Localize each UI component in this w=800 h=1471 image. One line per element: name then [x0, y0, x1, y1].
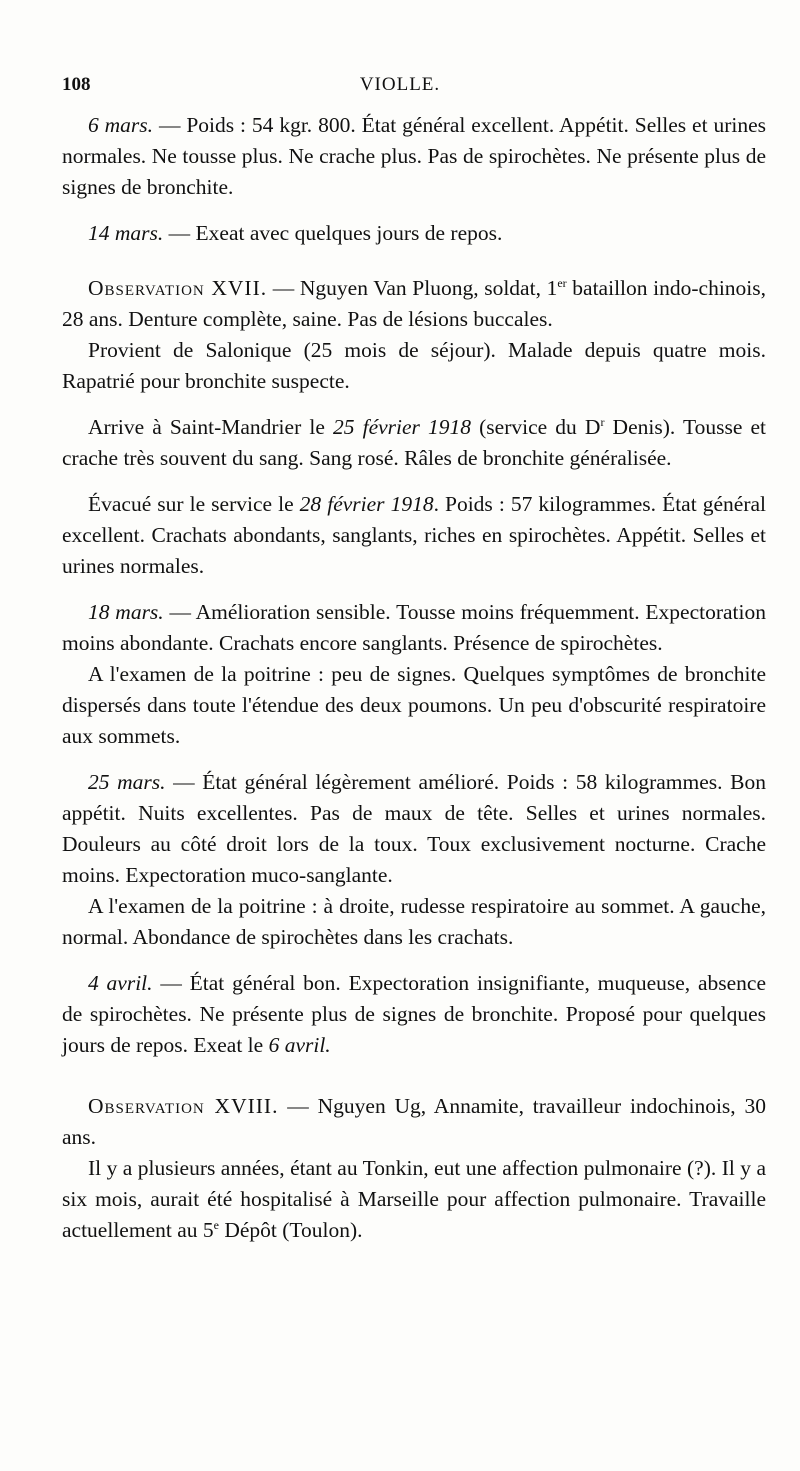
- paragraph-text: — Poids : 54 kgr. 800. État général excellent. Appétit. Selles et urines normales. Ne tousse plus. Ne crache plus. Pas de spirochètes. Ne présente plus de signes de bronchite.: [62, 113, 766, 199]
- paragraph-text: — Nguyen Ug, Annamite, travailleur indochinois, 30 ans.: [62, 1094, 766, 1149]
- date-label: 14 mars.: [88, 221, 164, 245]
- paragraph-text: — État général bon. Expectoration insignifiante, muqueuse, absence de spirochètes. Ne présente plus de signes de bronchite. Proposé pour quelques jours de repos. Exeat le: [62, 971, 767, 1057]
- paragraph-text: bataillon indo-chinois, 28 ans. Denture complète, saine. Pas de lésions buccales.: [62, 276, 767, 331]
- paragraph-text: . Poids : 57 kilogrammes. État général excellent. Crachats abondants, sanglants, riches en spirochètes. Appétit. Selles et urines normales.: [62, 492, 766, 578]
- date-label: 6 mars.: [88, 113, 154, 137]
- paragraph-14-mars: [62, 218, 766, 249]
- date-label: 18 mars.: [88, 600, 164, 624]
- paragraph-18-mars: [62, 597, 766, 659]
- date-label: 25 mars.: [88, 770, 166, 794]
- paragraph-text: Évacué sur le service le: [88, 492, 300, 516]
- page-number: 108: [62, 74, 91, 95]
- page-body: [62, 110, 766, 1246]
- paragraph-exam-1: [62, 659, 766, 752]
- running-head: VIOLLE.: [359, 74, 441, 95]
- paragraph-evacuation: [62, 489, 766, 582]
- paragraph-text: Provient de Salonique (25 mois de séjour). Malade depuis quatre mois. Rapatrié pour bronchite suspecte.: [62, 338, 766, 393]
- paragraph-text: Il y a plusieurs années, étant au Tonkin, eut une affection pulmonaire (?). Il y a six mois, aurait été hospitalisé à Marseille pour affection pulmonaire. Travaille actuellement au 5: [62, 1156, 766, 1242]
- paragraph-text: Denis). Tousse et crache très souvent du sang. Sang rosé. Râles de bronchite généralisée.: [62, 415, 767, 470]
- paragraph-text: Arrive à Saint-Mandrier le: [88, 415, 333, 439]
- paragraph-text: (service du D: [471, 415, 601, 439]
- superscript: er: [557, 275, 567, 290]
- superscript: r: [600, 414, 605, 429]
- paragraph-exam-2: [62, 891, 766, 953]
- date-label: 28 février 1918: [299, 492, 434, 516]
- paragraph-text: A l'examen de la poitrine : à droite, rudesse respiratoire au sommet. A gauche, normal. Abondance de spirochètes dans les crachats.: [62, 894, 766, 949]
- paragraph-arrival: [62, 412, 766, 474]
- observation-17: [62, 273, 766, 335]
- observation-heading: Observation XVIII.: [88, 1094, 279, 1118]
- observation-heading: Observation XVII.: [88, 276, 268, 300]
- observation-18: [62, 1091, 766, 1153]
- paragraph-provenance: [62, 335, 766, 397]
- paragraph-history: [62, 1153, 766, 1246]
- paragraph-text: — Exeat avec quelques jours de repos.: [163, 221, 503, 245]
- page-header: [62, 74, 738, 104]
- paragraph-6-mars: [62, 110, 766, 203]
- paragraph-text: — État général légèrement amélioré. Poids : 58 kilogrammes. Bon appétit. Nuits excellentes. Pas de maux de tête. Selles et urines normales. Douleurs au côté droit lors de la toux. Toux exclusivement nocturne. Crache moins. Expectoration muco-sanglante.: [62, 770, 766, 887]
- paragraph-text: — Amélioration sensible. Tousse moins fréquemment. Expectoration moins abondante. Crachats encore sanglants. Présence de spirochètes.: [62, 600, 766, 655]
- paragraph-text: A l'examen de la poitrine : peu de signes. Quelques symptômes de bronchite dispersés dans toute l'étendue des deux poumons. Un peu d'obscurité respiratoire aux sommets.: [62, 662, 766, 748]
- paragraph-text: — Nguyen Van Pluong, soldat, 1: [267, 276, 558, 300]
- date-label: 25 février 1918: [332, 415, 472, 439]
- date-label: 4 avril.: [88, 971, 153, 995]
- paragraph-25-mars: [62, 767, 766, 891]
- date-label: 6 avril.: [268, 1033, 331, 1057]
- paragraph-4-avril: [62, 968, 766, 1061]
- superscript: e: [213, 1217, 219, 1232]
- paragraph-text: Dépôt (Toulon).: [218, 1218, 363, 1242]
